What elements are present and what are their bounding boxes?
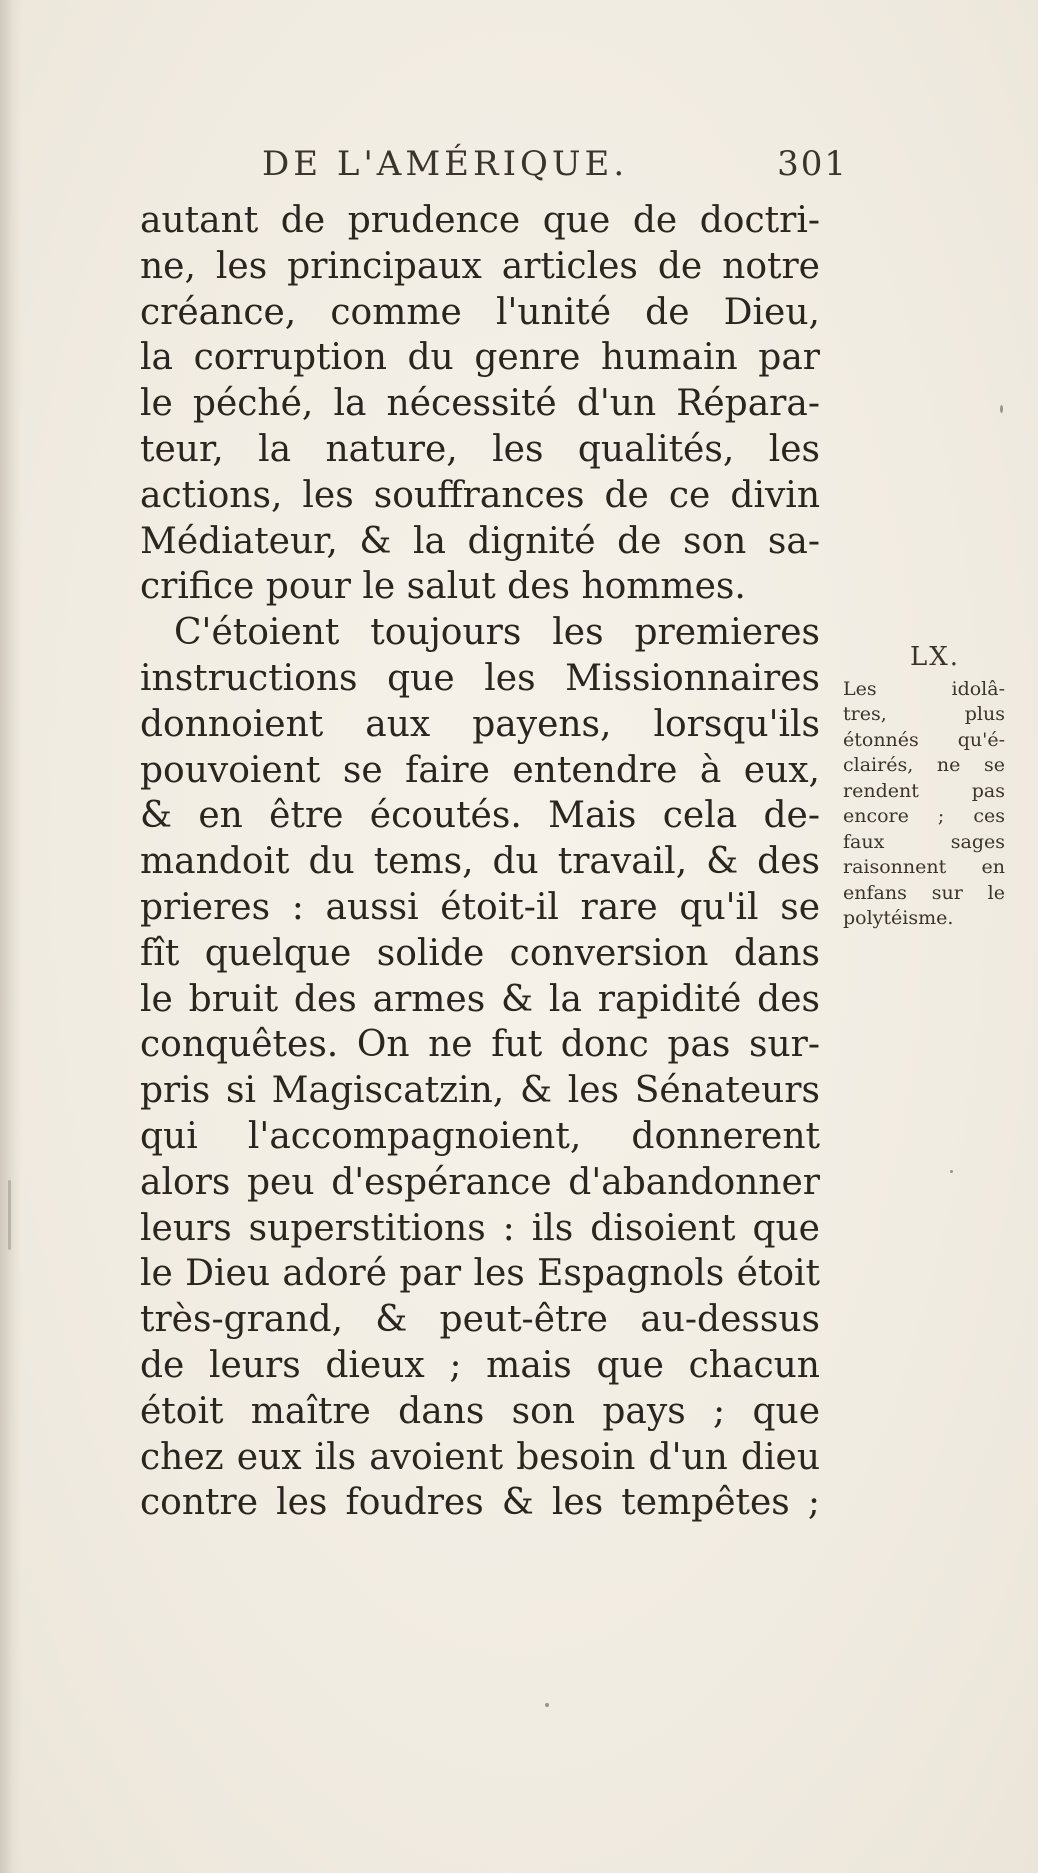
text-line: instructions que les Missionnaires [140, 657, 820, 699]
text-line: teur, la nature, les qualités, les [140, 428, 820, 470]
text-line: & en être écoutés. Mais cela de- [140, 795, 820, 837]
marginal-note-line: clairés, ne se [843, 754, 1005, 776]
text-line: leurs superstitions : ils disoient que [140, 1207, 820, 1249]
text-line: crifice pour le salut des hommes. [140, 566, 746, 608]
text-line: actions, les souffrances de ce divin [140, 474, 820, 516]
marginal-note-line: Les idolâ- [843, 677, 1005, 700]
text-line: pouvoient se faire entendre à eux, [140, 749, 820, 791]
text-line: ne, les principaux articles de notre [140, 245, 820, 287]
text-line: le bruit des armes & la rapidité des [140, 978, 820, 1020]
paper-speck [950, 1170, 953, 1173]
text-line: étoit maître dans son pays ; que [140, 1390, 820, 1432]
marginal-note-line: raisonnent en [843, 856, 1005, 878]
marginal-note [843, 642, 1005, 932]
marginal-note-line: encore ; ces [843, 805, 1005, 827]
page-number: 301 [777, 144, 848, 184]
running-header [262, 140, 848, 190]
paper-speck [8, 1180, 11, 1250]
marginal-note-line: tres, plus [843, 703, 1005, 725]
text-line: le péché, la nécessité d'un Répara- [140, 383, 820, 425]
body-text [140, 198, 820, 1526]
marginal-note-line: enfans sur le [843, 881, 1005, 904]
text-line: qui l'accompagnoient, donnerent [140, 1115, 820, 1157]
text-line: le Dieu adoré par les Espagnols étoit [140, 1253, 820, 1295]
text-line: mandoit du tems, du travail, & des [140, 841, 820, 883]
text-line: chez eux ils avoient besoin d'un dieu [140, 1436, 820, 1478]
text-line: alors peu d'espérance d'abandonner [140, 1161, 820, 1203]
paper-speck [1000, 405, 1003, 413]
marginal-note-line: faux sages [843, 830, 1005, 853]
paragraph-first-line: C'étoient toujours les premieres [174, 612, 820, 654]
text-line: très-grand, & peut-être au-dessus [140, 1299, 820, 1341]
marginal-note-line: polytéisme. [843, 907, 954, 929]
text-line: de leurs dieux ; mais que chacun [140, 1344, 820, 1386]
section-number: LX. [909, 642, 961, 672]
text-line: créance, comme l'unité de Dieu, [140, 291, 820, 333]
page-gutter-shadow [0, 0, 22, 1873]
text-line: contre les foudres & les tempêtes ; [140, 1482, 820, 1524]
running-title: DE L'AMÉRIQUE. [262, 144, 629, 184]
text-line: fît quelque solide conversion dans [140, 932, 820, 974]
text-line: Médiateur, & la dignité de son sa- [140, 520, 820, 562]
marginal-note-line: rendent pas [843, 779, 1005, 802]
text-line: prieres : aussi étoit-il rare qu'il se [140, 886, 820, 928]
text-line: donnoient aux payens, lorsqu'ils [140, 703, 820, 745]
marginal-note-line: étonnés qu'é- [843, 728, 1005, 751]
paper-speck [545, 1703, 549, 1707]
text-line: pris si Magiscatzin, & les Sénateurs [140, 1070, 820, 1112]
text-line: la corruption du genre humain par [140, 337, 820, 379]
text-line: autant de prudence que de doctri- [140, 200, 820, 241]
text-line: conquêtes. On ne fut donc pas sur- [140, 1024, 820, 1066]
